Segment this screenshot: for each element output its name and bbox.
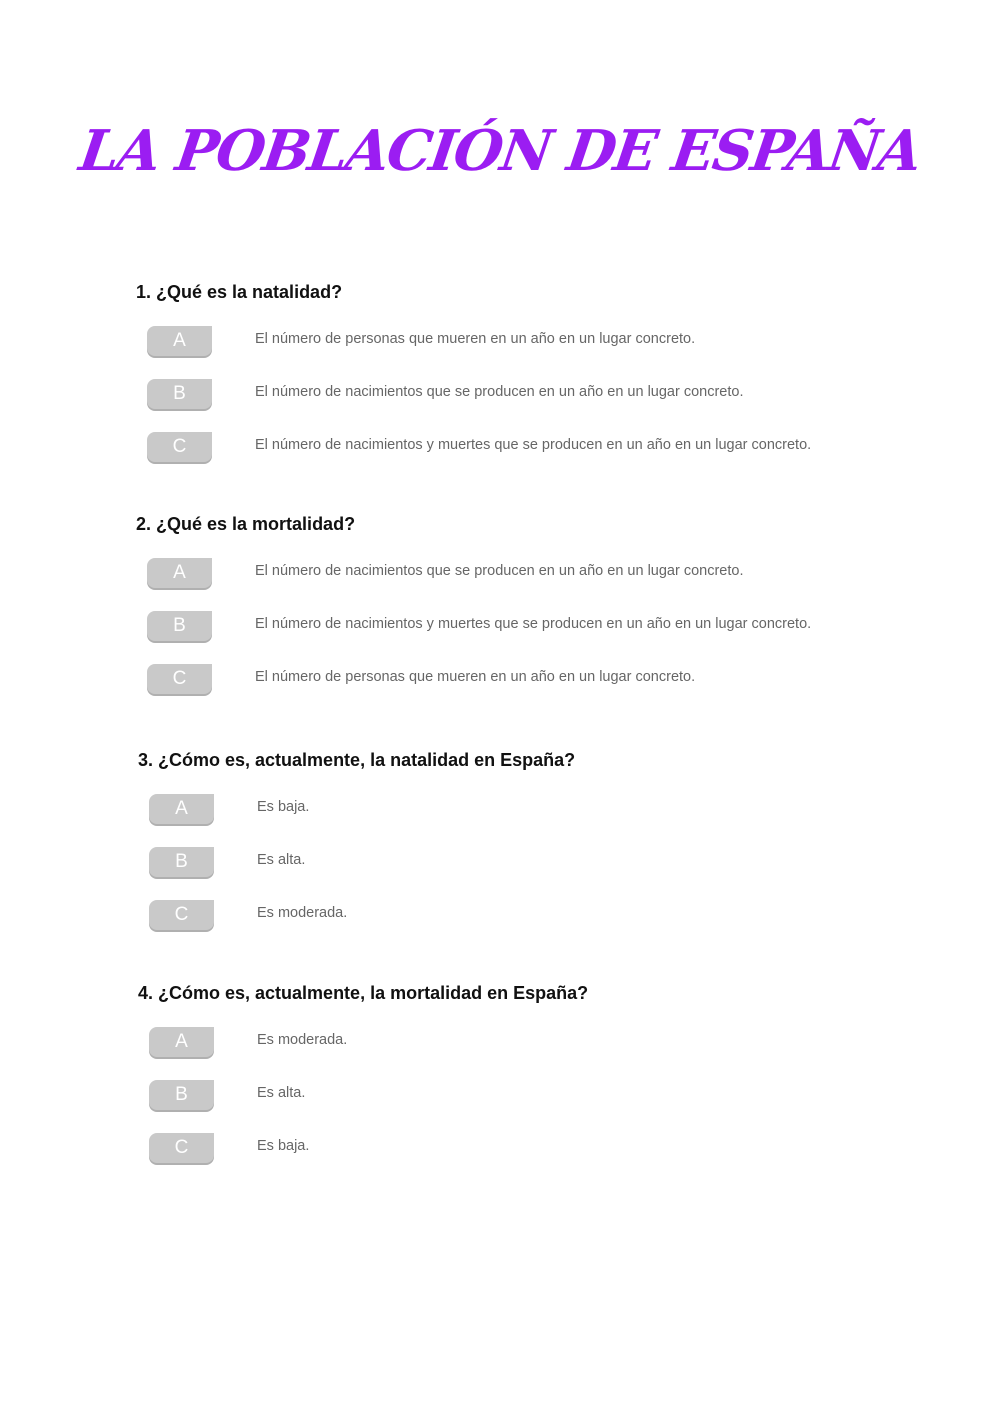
option-c-button[interactable]: C — [147, 432, 212, 462]
option-c-button[interactable]: C — [147, 664, 212, 694]
option-b-text: Es alta. — [257, 852, 306, 868]
option-c — [149, 1133, 949, 1165]
option-a — [149, 1027, 949, 1059]
option-c-text: El número de personas que mueren en un año en un lugar concreto. — [255, 669, 696, 685]
page-title: LA POBLACIÓN DE ESPAÑA — [75, 118, 925, 184]
option-c — [147, 664, 947, 696]
option-c — [147, 432, 947, 464]
question-text: 2. ¿Qué es la mortalidad? — [136, 514, 356, 534]
option-c-text: Es moderada. — [257, 905, 348, 921]
option-b-button[interactable]: B — [149, 1080, 214, 1110]
option-c-text: Es baja. — [257, 1138, 310, 1154]
option-c-text: El número de nacimientos y muertes que se producen en un año en un lugar concreto. — [255, 437, 812, 453]
option-a-text: El número de personas que mueren en un año en un lugar concreto. — [255, 331, 696, 347]
option-b-button[interactable]: B — [147, 379, 212, 409]
question-text: 1. ¿Qué es la natalidad? — [136, 282, 343, 302]
option-b — [149, 847, 949, 879]
option-b-text: Es alta. — [257, 1085, 306, 1101]
option-a-button[interactable]: A — [149, 1027, 214, 1057]
question-text: 3. ¿Cómo es, actualmente, la natalidad en España? — [138, 750, 576, 770]
option-a-button[interactable]: A — [149, 794, 214, 824]
option-b-text: El número de nacimientos y muertes que se producen en un año en un lugar concreto. — [255, 616, 812, 632]
option-b-text: El número de nacimientos que se producen en un año en un lugar concreto. — [255, 384, 744, 400]
question-text: 4. ¿Cómo es, actualmente, la mortalidad en España? — [138, 983, 589, 1003]
option-c-button[interactable]: C — [149, 1133, 214, 1163]
option-a-button[interactable]: A — [147, 558, 212, 588]
option-b-button[interactable]: B — [147, 611, 212, 641]
option-a — [149, 794, 949, 826]
option-b — [147, 611, 947, 643]
option-a-text: Es baja. — [257, 799, 310, 815]
option-a-text: El número de nacimientos que se producen en un año en un lugar concreto. — [255, 563, 744, 579]
option-b — [149, 1080, 949, 1112]
option-a-text: Es moderada. — [257, 1032, 348, 1048]
option-b-button[interactable]: B — [149, 847, 214, 877]
option-b — [147, 379, 947, 411]
option-a-button[interactable]: A — [147, 326, 212, 356]
option-a — [147, 558, 947, 590]
option-c-button[interactable]: C — [149, 900, 214, 930]
option-a — [147, 326, 947, 358]
option-c — [149, 900, 949, 932]
